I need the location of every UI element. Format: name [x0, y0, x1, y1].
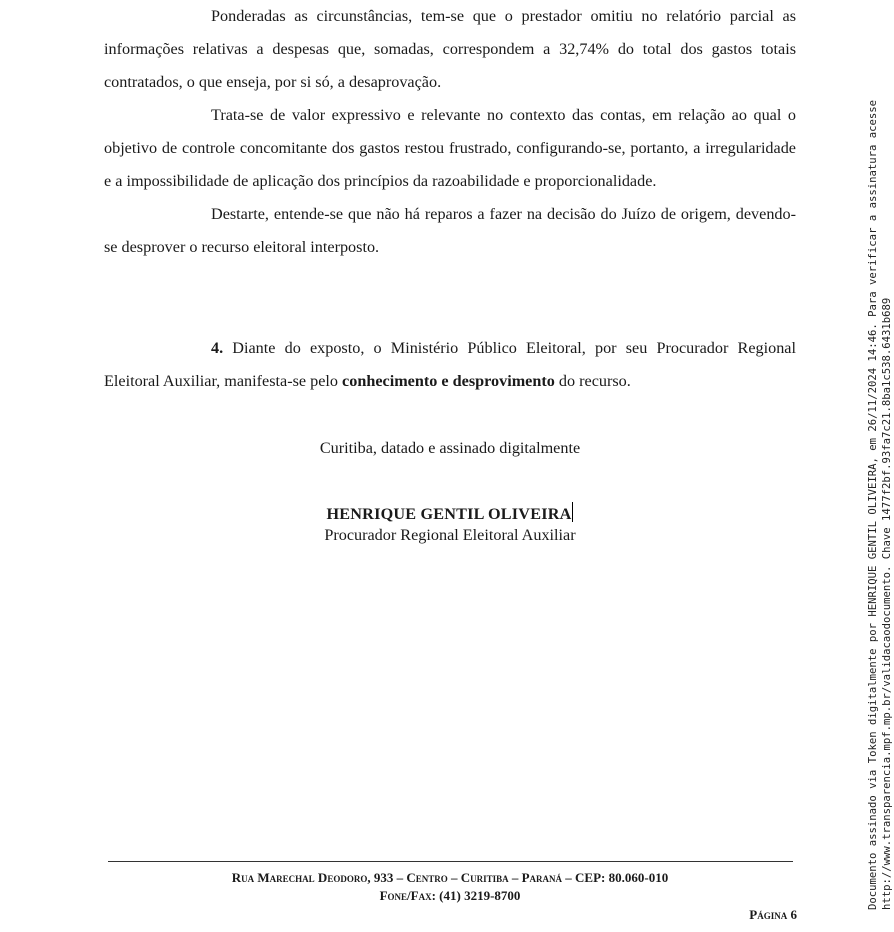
- closing-number: 4.: [211, 339, 224, 357]
- closing-bold-phrase: conhecimento e desprovimento: [342, 372, 555, 390]
- closing-text-before: Diante do exposto, o Ministério Público Eleitoral, por seu Procurador Regional Eleitoral Auxiliar, manifesta-se pelo: [104, 339, 796, 390]
- paragraph-circunstancias: Ponderadas as circunstâncias, tem-se que o prestador omitiu no relatório parcial as informações relativas a despesas que, somadas, correspondem a 32,74% do total dos gastos totais contratados, o que enseja, por si só, a desaprovação.: [104, 7, 796, 91]
- text-cursor: [572, 502, 573, 522]
- stamp-line-1: Documento assinado via Token digitalmente por HENRIQUE GENTIL OLIVEIRA, em 26/11/2024 14:46. Para verificar a assinatura acesse: [867, 99, 879, 910]
- footer-divider: [108, 861, 793, 862]
- signatory-name-block: [104, 502, 796, 525]
- page-number: Página 6: [749, 907, 797, 922]
- closing-paragraph: [104, 332, 796, 398]
- signatory-role: Procurador Regional Eleitoral Auxiliar: [324, 526, 576, 544]
- digital-signature-stamp: [866, 0, 894, 910]
- city-date-line: Curitiba, datado e assinado digitalmente: [319, 439, 581, 457]
- body-text: [104, 0, 796, 264]
- paragraph-destarte: Destarte, entende-se que não há reparos a fazer na decisão do Juízo de origem, devendo-se desprover o recurso eleitoral interposto.: [104, 205, 796, 256]
- closing-text-after: do recurso.: [554, 372, 631, 390]
- footer-phone: Fone/Fax: (41) 3219-8700: [379, 888, 521, 903]
- paragraph-valor-expressivo: Trata-se de valor expressivo e relevante no contexto das contas, em relação ao qual o objetivo de controle concomitante dos gastos restou frustrado, configurando-se, portanto, a irregularidade e a impossibilidade de aplicação dos princípios da razoabilidade e proporcionalidade.: [104, 106, 796, 190]
- stamp-line-2: http://www.transparencia.mpf.mp.br/validacaodocumento. Chave 1477f2bf.93fa7c21.8ba1c538.6431b689: [881, 297, 893, 910]
- signatory-name: HENRIQUE GENTIL OLIVEIRA: [326, 505, 572, 523]
- footer-address: Rua Marechal Deodoro, 933 – Centro – Curitiba – Paraná – CEP: 80.060-010: [231, 870, 669, 885]
